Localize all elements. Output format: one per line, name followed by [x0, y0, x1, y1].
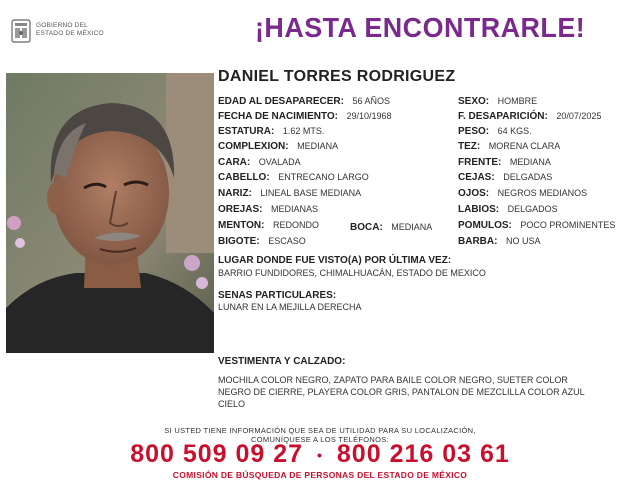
field-value: NO USA [505, 236, 541, 246]
field-value: NEGROS MEDIANOS [497, 188, 588, 198]
field-value: ENTRECANO LARGO [278, 172, 369, 182]
portrait-icon [6, 73, 214, 353]
state-emblem-icon [10, 18, 32, 44]
field-label: BOCA: [350, 222, 383, 233]
headline: ¡HASTA ENCONTRARLE! [255, 12, 586, 43]
field-label: MENTON: [218, 220, 265, 231]
field-label: CEJAS: [458, 172, 495, 183]
field-ojos [458, 188, 587, 199]
field-label: ESTATURA: [218, 126, 275, 137]
field-cejas [458, 172, 552, 183]
government-logo [10, 18, 120, 48]
field-bigote [218, 236, 306, 247]
field-fecha-nacimiento [218, 111, 392, 122]
phone-number-1[interactable]: 800 509 09 27 [130, 440, 304, 468]
field-complexion [218, 141, 338, 152]
field-value: 64 KGS. [497, 126, 532, 136]
senas-text: LUNAR EN LA MEJILLA DERECHA [218, 302, 362, 312]
field-label: POMULOS: [458, 220, 512, 231]
contact-note-line1: SI USTED TIENE INFORMACIÓN QUE SEA DE UTILIDAD PARA SU LOCALIZACIÓN, [164, 426, 476, 435]
field-value: 56 AÑOS [352, 96, 390, 106]
vestimenta-title: VESTIMENTA Y CALZADO: [218, 356, 346, 367]
logo-text-line2: ESTADO DE MÉXICO [36, 30, 104, 37]
field-value: 29/10/1968 [346, 111, 392, 121]
person-name: DANIEL TORRES RODRIGUEZ [218, 68, 456, 85]
field-frente [458, 157, 551, 168]
field-label: FECHA DE NACIMIENTO: [218, 111, 338, 122]
field-menton [218, 220, 319, 231]
field-value: 20/07/2025 [556, 111, 602, 121]
field-label: TEZ: [458, 141, 481, 152]
field-value: DELGADOS [507, 204, 558, 214]
field-estatura [218, 126, 324, 137]
field-value: HOMBRE [497, 96, 538, 106]
field-value: DELGADAS [503, 172, 553, 182]
field-boca [350, 222, 432, 233]
person-photo [6, 73, 214, 353]
field-value: REDONDO [273, 220, 320, 230]
field-sexo [458, 96, 537, 107]
field-label: OREJAS: [218, 204, 263, 215]
senas-title: SENAS PARTICULARES: [218, 290, 337, 301]
field-label: PESO: [458, 126, 490, 137]
field-pomulos [458, 220, 615, 231]
field-value: 1.62 MTS. [282, 126, 325, 136]
field-label: LABIOS: [458, 204, 500, 215]
field-label: BIGOTE: [218, 236, 260, 247]
field-label: COMPLEXION: [218, 141, 289, 152]
field-value: MORENA CLARA [488, 141, 561, 151]
field-peso [458, 126, 532, 137]
field-value: MEDIANA [297, 141, 339, 151]
field-edad [218, 96, 390, 107]
field-value: POCO PROMINENTES [520, 220, 616, 230]
field-label: F. DESAPARICIÓN: [458, 111, 548, 122]
field-value: MEDIANAS [270, 204, 318, 214]
field-label: CARA: [218, 157, 251, 168]
field-value: OVALADA [258, 157, 301, 167]
field-label: EDAD AL DESAPARECER: [218, 96, 344, 107]
vestimenta-text: MOCHILA COLOR NEGRO, ZAPATO PARA BAILE COLOR NEGRO, SUETER COLOR NEGRO DE CIERRE, PLAYERA COLOR GRIS, PANTALON DE MEZCLILLA COLOR AZUL CIELO [218, 375, 585, 409]
field-barba [458, 236, 540, 247]
field-label: SEXO: [458, 96, 490, 107]
field-cara [218, 157, 301, 168]
field-label: CABELLO: [218, 172, 270, 183]
field-label: NARIZ: [218, 188, 252, 199]
contact-note-line2: COMUNÍQUESE A LOS TELÉFONOS: [251, 435, 389, 444]
logo-text-line1: GOBIERNO DEL [36, 22, 88, 29]
field-label: FRENTE: [458, 157, 502, 168]
field-tez [458, 141, 560, 152]
phone-numbers [0, 440, 640, 469]
phone-separator: • [317, 447, 323, 464]
field-nariz [218, 188, 361, 199]
field-orejas [218, 204, 318, 215]
field-value: MEDIANA [509, 157, 551, 167]
field-labios [458, 204, 558, 215]
lugar-title: LUGAR DONDE FUE VISTO(A) POR ÚLTIMA VEZ: [218, 255, 452, 266]
field-f-desaparicion [458, 111, 601, 122]
commission-name: COMISIÓN DE BÚSQUEDA DE PERSONAS DEL ESTADO DE MÉXICO [172, 470, 468, 480]
lugar-text: BARRIO FUNDIDORES, CHIMALHUACÁN, ESTADO DE MEXICO [218, 268, 486, 278]
field-label: OJOS: [458, 188, 490, 199]
field-value: ESCASO [268, 236, 306, 246]
field-cabello [218, 172, 369, 183]
field-value: MEDIANA [391, 222, 433, 232]
field-label: BARBA: [458, 236, 498, 247]
field-value: LINEAL BASE MEDIANA [260, 188, 362, 198]
phone-number-2[interactable]: 800 216 03 61 [336, 440, 510, 468]
